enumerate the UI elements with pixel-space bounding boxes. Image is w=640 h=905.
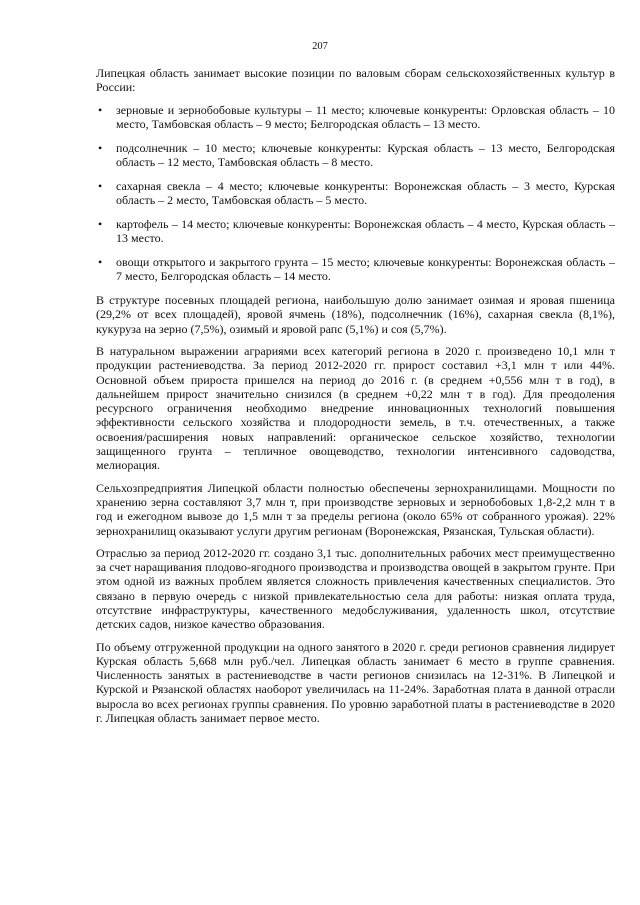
paragraph-employment: Отраслью за период 2012-2020 гг. создано 3,1 тыс. дополнительных рабочих мест преимущественно за счет наращивания плодово-ягодного производства и производства овощей в закрытом грунте. При этом одной из важных проблем является сложность привлечения качественных специалистов. Это связано в первую очередь с низкой привлекательностью села для работы: низкая оплата труда, отсутствие инфраструктуры, качественного медобслуживания, удаленность школ, отсутствие детских садов, низкое качество образования. <box>96 545 615 632</box>
list-item-text: овощи открытого и закрытого грунта – 15 место; ключевые конкуренты: Воронежская область – 7 место, Белгородская область – 14 место. <box>116 254 615 284</box>
bullet-list <box>96 103 615 284</box>
page-body <box>96 66 615 733</box>
bullet-icon: • <box>98 140 103 155</box>
paragraph-production: В натуральном выражении аграриями всех категорий региона в 2020 г. произведено 10,1 млн т продукции растениеводства. За период 2012-2020 гг. прирост составил +3,1 млн т или 44%. Основной объем прироста пришелся на период до 2016 г. (в среднем +0,556 млн т в год), в дальнейшем прирост значительно снизился (в среднем +0,22 млн т в год). Для преодоления ресурсного ограничения необходимо внедрение инновационных технологий повышения эффективности сельского хозяйства и плодородности земель, в т.ч. отечественных, а также освоения/расширения новых направлений: органическое сельское хозяйство, технологии защищенного грунта – тепличное овощеводство, технологии интенсивного садоводства, мелиорация. <box>96 343 615 473</box>
bullet-icon: • <box>98 254 103 269</box>
list-item-text: зерновые и зернобобовые культуры – 11 место; ключевые конкуренты: Орловская область – 10 место, Тамбовская область – 9 место; Белгородская область – 13 место. <box>116 102 615 131</box>
list-item <box>96 141 615 170</box>
paragraph-productivity: По объему отгруженной продукции на одного занятого в 2020 г. среди регионов сравнения лидирует Курская область 5,668 млн руб./чел. Липецкая область занимает 6 место в группе сравнения. Численность занятых в растениеводстве в части регионов снизилась на 12-31%. В Липецкой и Курской и Рязанской областях наоборот увеличилась на 11-24%. Заработная плата в данной отрасли выросла во всех регионах группы сравнения. По уровню заработной платы в растениеводстве в 2020 г. Липецкая область занимает первое место. <box>96 639 615 726</box>
list-item <box>96 217 615 246</box>
list-item <box>96 179 615 208</box>
list-item-text: картофель – 14 место; ключевые конкуренты: Воронежская область – 4 место, Курская область – 13 место. <box>116 216 615 246</box>
intro-paragraph: Липецкая область занимает высокие позиции по валовым сборам сельскохозяйственных культур в России: <box>96 66 615 95</box>
paragraph-grain-storage: Сельхозпредприятия Липецкой области полностью обеспечены зернохранилищами. Мощности по хранению зерна составляют 3,7 млн т, при производстве зерновых и зернобобовых 1,8-2,2 млн т в год и ежегодном вывозе до 1,5 млн т за пределы региона (около 65% от собранного урожая). 22% зернохранилищ оказывают услуги другим регионам (Воронежская, Рязанская, Тульская области). <box>96 480 615 538</box>
paragraph-crop-structure: В структуре посевных площадей региона, наибольшую долю занимает озимая и яровая пшеница (29,2% от всех площадей), яровой ячмень (18%), подсолнечник (16%), сахарная свекла (8,1%), кукуруза на зерно (7,5%), озимый и яровой рапс (5,1%) и соя (5,7%). <box>96 293 615 336</box>
list-item-text: подсолнечник – 10 место; ключевые конкуренты: Курская область – 13 место, Белгородская область – 12 место, Тамбовская область – 8 место. <box>116 140 615 169</box>
bullet-icon: • <box>98 102 103 117</box>
list-item <box>96 103 615 132</box>
bullet-icon: • <box>98 178 103 193</box>
page-number: 207 <box>312 41 328 52</box>
bullet-icon: • <box>98 216 103 231</box>
list-item-text: сахарная свекла – 4 место; ключевые конкуренты: Воронежская область – 3 место, Курская область – 2 место, Тамбовская область – 5 место. <box>116 178 615 208</box>
list-item <box>96 255 615 284</box>
